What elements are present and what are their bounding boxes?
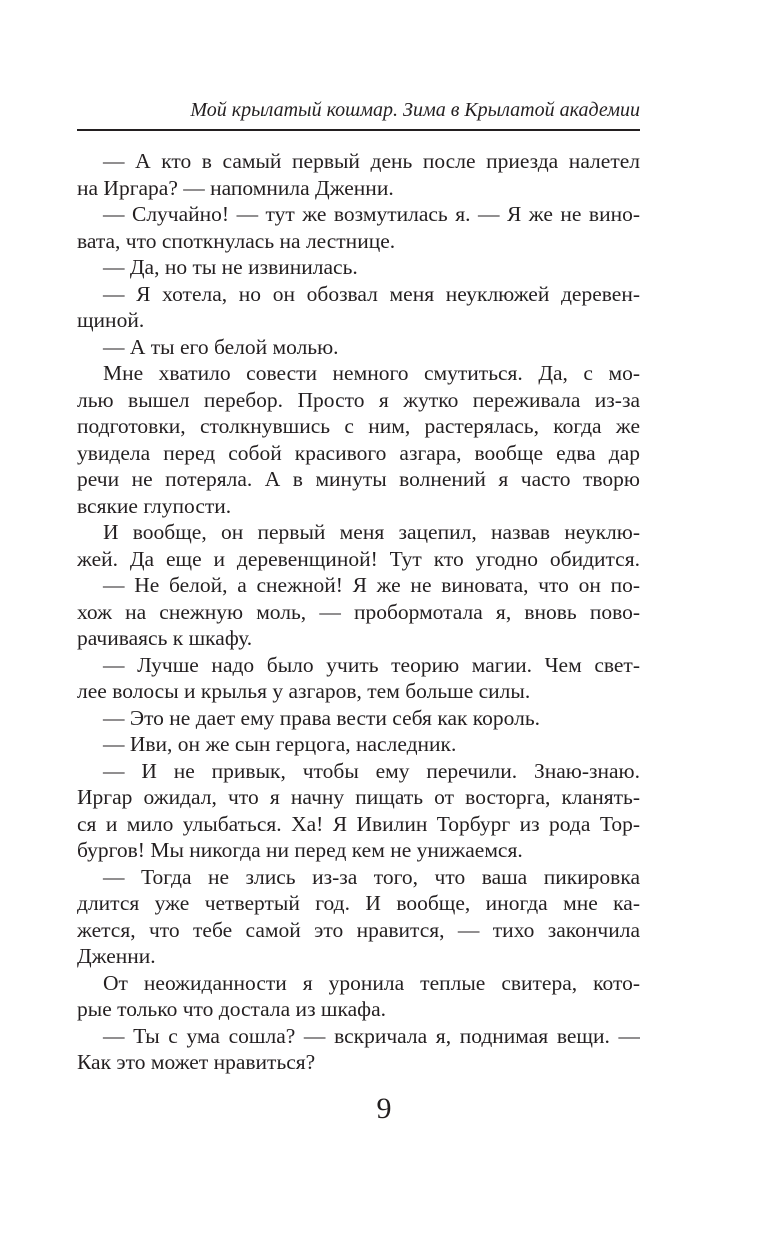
text-line: жей. Да еще и деревенщиной! Тут кто угодно обидится. <box>77 546 640 571</box>
text-line: увидела перед собой красивого азгара, вообще едва дар <box>77 440 640 465</box>
text-line: И вообще, он первый меня зацепил, назвав неуклю- <box>103 520 640 544</box>
text-line: Иргар ожидал, что я начну пищать от восторга, кланять- <box>77 785 640 809</box>
text-line: — Не белой, а снежной! Я же не виновата, что он по- <box>103 573 640 597</box>
text-line: — А ты его белой молью. <box>103 334 339 359</box>
text-line: — Я хотела, но он обозвал меня неуклюжей деревен- <box>103 281 640 306</box>
text-line: подготовки, столкнувшись с ним, растерялась, когда же <box>77 414 640 438</box>
text-line: — Это не дает ему права вести себя как король. <box>103 705 541 730</box>
running-head: Мой крылатый кошмар. Зима в Крылатой академии <box>190 99 640 121</box>
text-line: рачиваясь к шкафу. <box>77 626 253 650</box>
text-line: Дженни. <box>77 944 156 968</box>
text-line: щиной. <box>77 308 145 332</box>
header-rule <box>77 129 640 131</box>
text-line: — Иви, он же сын герцога, наследник. <box>103 732 457 756</box>
text-line: рые только что достала из шкафа. <box>77 997 386 1021</box>
text-line: хож на снежную моль, — пробормотала я, вновь пово- <box>77 599 640 624</box>
text-line: — Лучше надо было учить теорию магии. Чем свет- <box>103 652 640 677</box>
text-line: ся и мило улыбаться. Ха! Я Ивилин Торбург из рода Тор- <box>77 811 640 836</box>
text-line: От неожиданности я уронила теплые свитера, кото- <box>103 970 640 995</box>
text-line: — Ты с ума сошла? — вскричала я, поднимая вещи. — <box>103 1023 640 1048</box>
text-line: на Иргара? — напомнила Дженни. <box>77 175 394 200</box>
text-line: Как это может нравиться? <box>77 1050 316 1074</box>
text-line: длится уже четвертый год. И вообще, иногда мне ка- <box>77 891 640 915</box>
text-line: жется, что тебе самой это нравится, — тихо закончила <box>77 917 640 942</box>
text-line: бургов! Мы никогда ни перед кем не унижаемся. <box>77 838 523 862</box>
text-line: речи не потеряла. А в минуты волнений я часто творю <box>77 467 640 491</box>
text-line: Мне хватило совести немного смутиться. Да, с мо- <box>103 361 640 385</box>
text-line: — А кто в самый первый день после приезда налетел <box>103 149 640 173</box>
text-line: — Да, но ты не извинилась. <box>103 255 358 279</box>
text-line: — Тогда не злись из-за того, что ваша пикировка <box>103 864 640 889</box>
text-line: — И не привык, чтобы ему перечили. Знаю-знаю. <box>103 758 640 783</box>
text-line: вата, что споткнулась на лестнице. <box>77 228 396 253</box>
text-line: лее волосы и крылья у азгаров, тем больше силы. <box>77 679 531 703</box>
body-text <box>77 148 640 1076</box>
text-line: — Случайно! — тут же возмутилась я. — Я же не вино- <box>103 202 640 226</box>
page-number: 9 <box>376 1092 392 1125</box>
text-line: лью вышел перебор. Просто я жутко переживала из-за <box>77 387 640 412</box>
text-line: всякие глупости. <box>77 493 232 518</box>
